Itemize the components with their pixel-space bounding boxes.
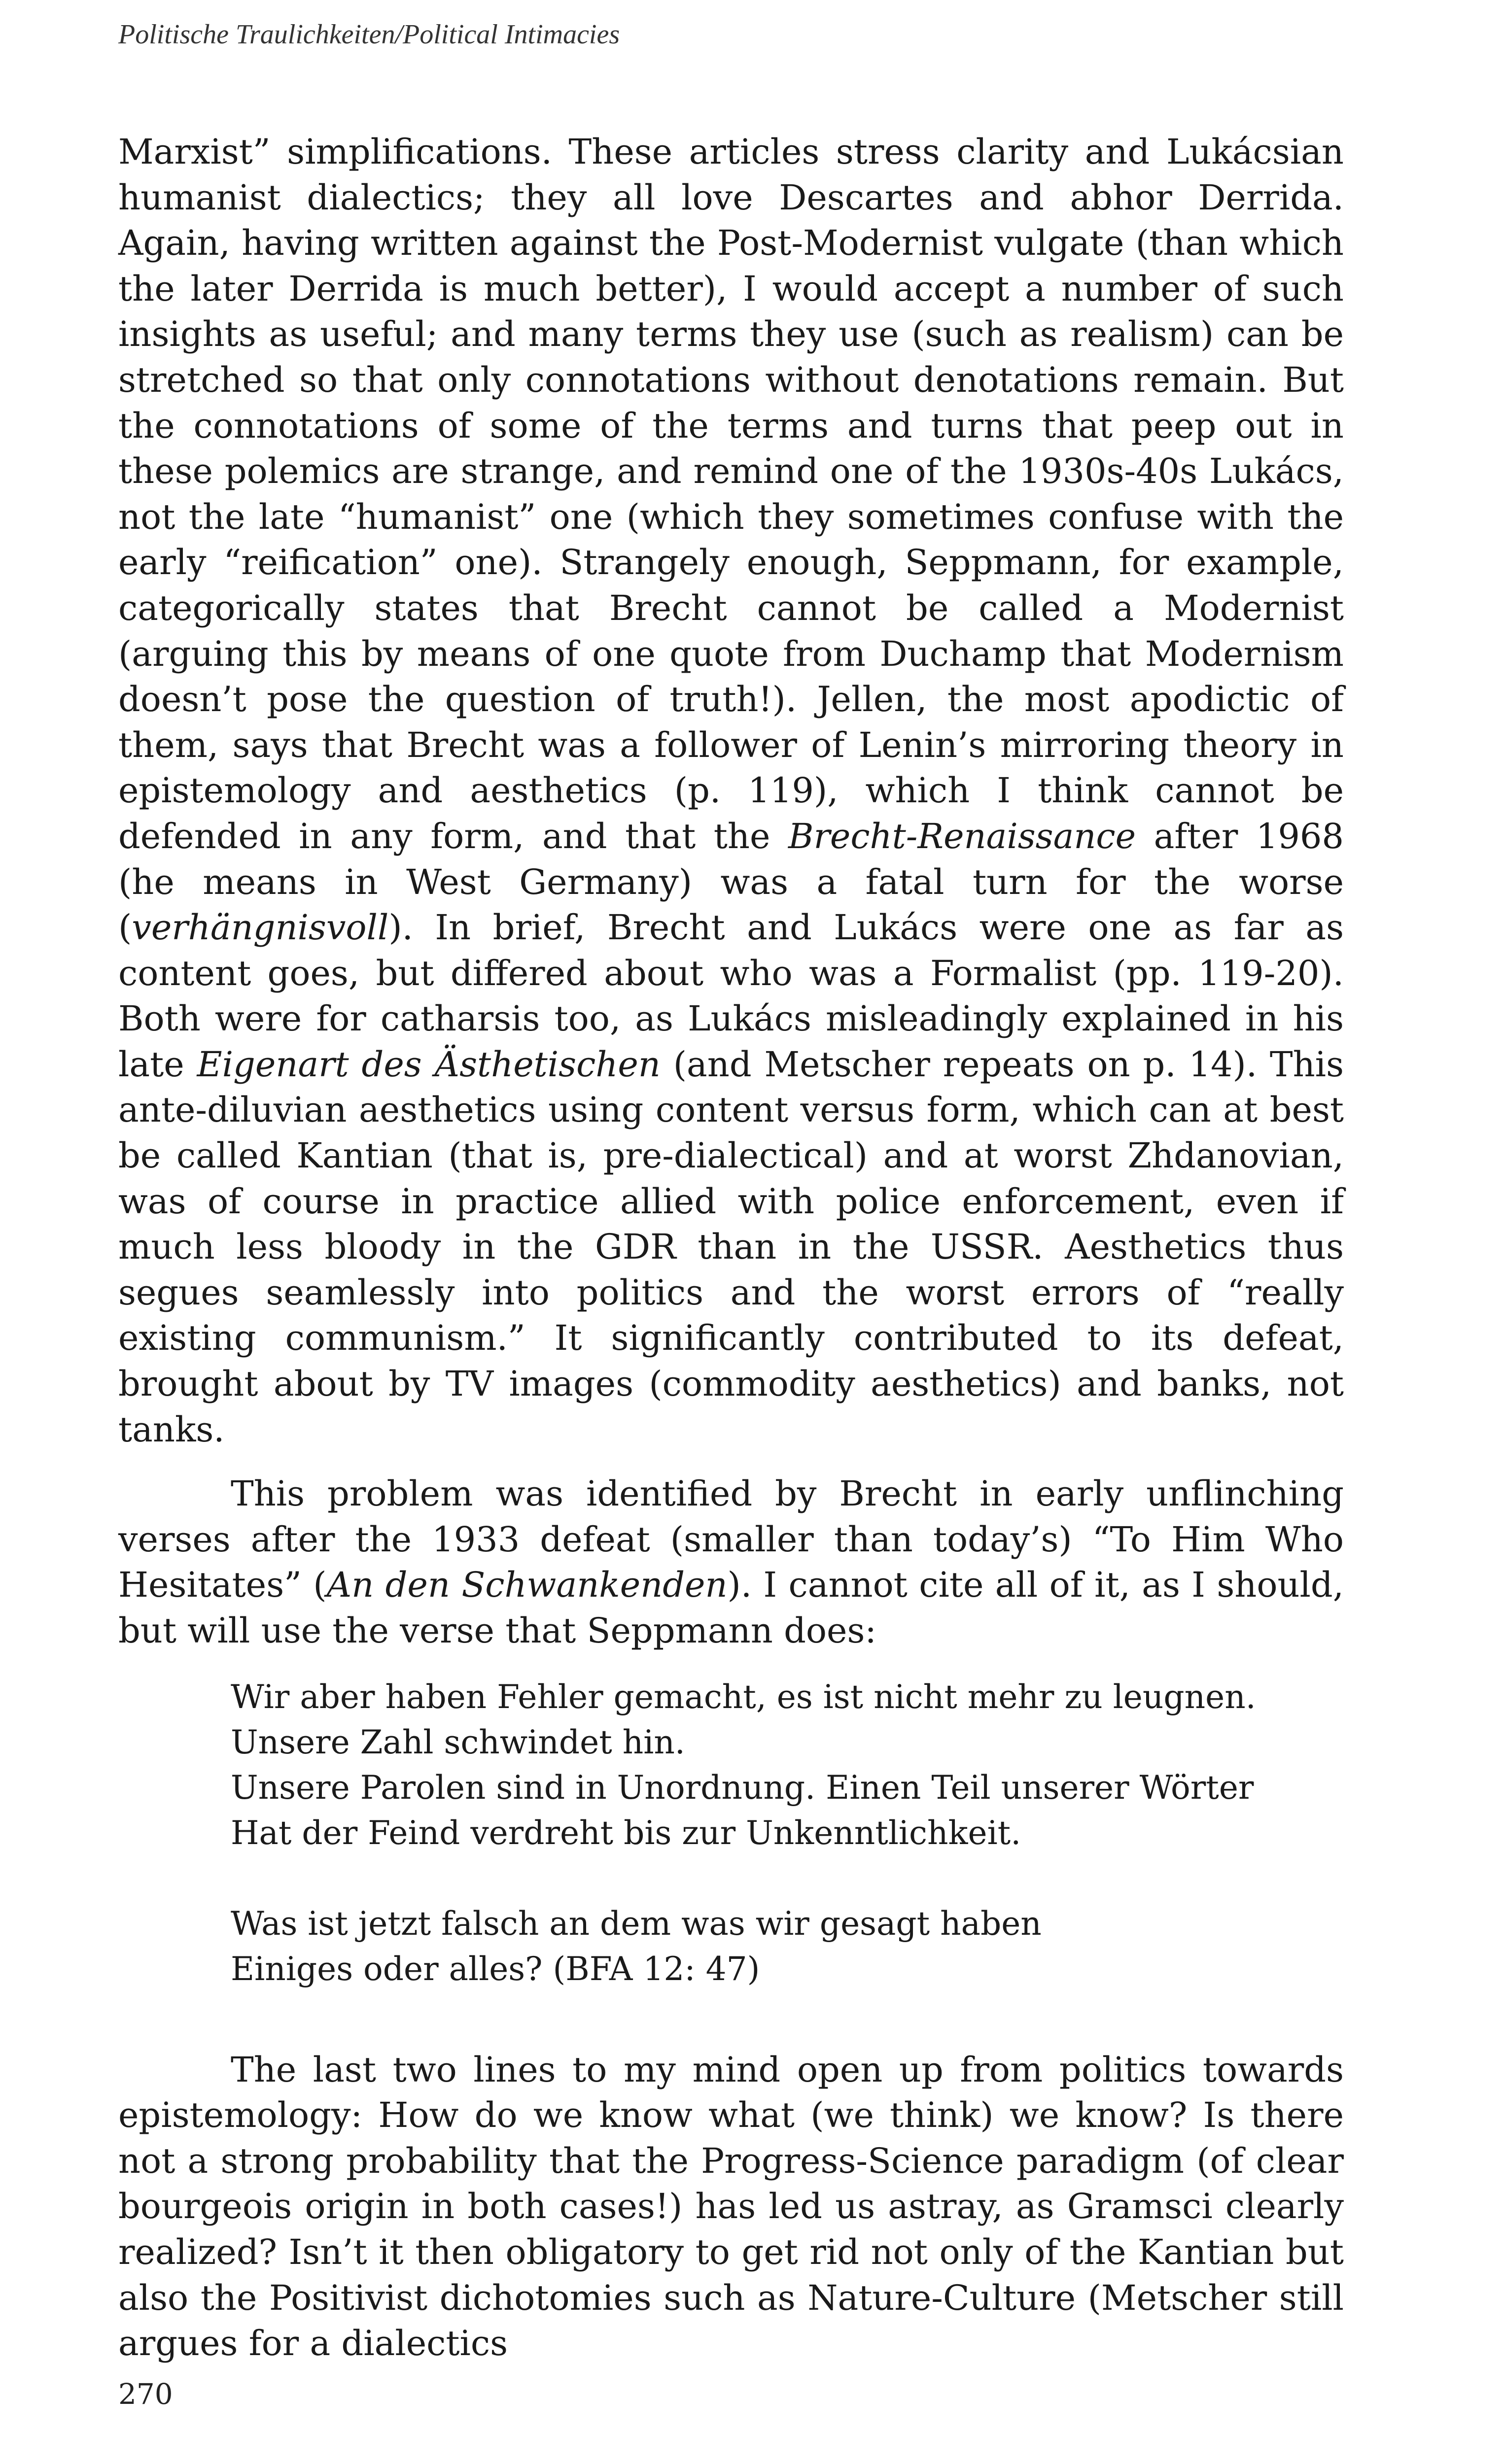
paragraph-1-italic-brecht-renaissance: Brecht-Renaissance [788,816,1136,856]
paragraph-1-text-c: ). In brief, Brecht and Lukács were one as far as content goes, but differed about who was a Formalist (pp. 119-20). Both were for catharsis too, as Lukács misleadingly explained in his late [118,907,1344,1085]
verse-line: Unsere Parolen sind in Unordnung. Einen Teil unserer Wörter [231,1768,1254,1807]
paragraph-2-text-a: This problem was identified by Brecht in early unflinching verses after the 1933 defeat (smaller than today’s) “To Him Who Hesitates” ( [118,1473,1344,1606]
page-number: 270 [118,2377,173,2411]
verse-line: Unsere Zahl schwindet hin. [231,1723,685,1761]
paragraph-3: The last two lines to my mind open up from politics towards epistemology: How do we know what (we think) we know? Is there not a strong probability that the Progress-Science paradigm (of clear bourgeois origin in both cases!) has led us astray, as Gramsci clearly realized? Isn’t it then obligatory to get rid not only of the Kantian but also the Positivist dichotomies such as Nature-Culture (Metscher still argues for a dialectics [118,2049,1344,2364]
verse-line: Was ist jetzt falsch an dem was wir gesagt haben [231,1904,1042,1943]
verse-line: Einiges oder alles? (BFA 12: 47) [231,1950,760,1988]
running-header: Politische Traulichkeiten/Political Intimacies [118,19,620,50]
paragraph-1-text-b: after 1968 (he means in West Germany) was a fatal turn for the worse ( [118,816,1344,948]
paragraph-2-text-b: ). I cannot cite all of it, as I should, but will use the verse that Seppmann does: [118,1565,1344,1651]
paragraph-2-italic-title: An den Schwankenden [326,1565,728,1606]
paragraph-1 [118,129,1344,1452]
verse-line: Wir aber haben Fehler gemacht, es ist nicht mehr zu leugnen. [231,1677,1256,1716]
verse-line: Hat der Feind verdreht bis zur Unkenntlichkeit. [231,1814,1021,1852]
body-text [118,129,1344,2366]
paragraph-1-text-a: Marxist” simplifications. These articles stress clarity and Lukácsian humanist dialectics; they all love Descartes and abhor Derrida. Again, having written against the Post-Modernist vulgate (than which the later Derrida is much better), I would accept a number of such insights as useful; and many terms they use (such as realism) can be stretched so that only connotations without denotations remain. But the connotations of some of the terms and turns that peep out in these polemics are strange, and remind one of the 1930s-40s Lukács, not the late “humanist” one (which they sometimes confuse with the early “reification” one). Strangely enough, Seppmann, for example, categorically states that Brecht cannot be called a Modernist (arguing this by means of one quote from Duchamp that Modernism doesn’t pose the question of truth!). Jellen, the most apodictic of them, says that Brecht was a follower of Lenin’s mirroring theory in epistemology and aesthetics (p. 119), which I think cannot be defended in any form, and that the [118,132,1344,856]
paragraph-1-text-d: (and Metscher repeats on p. 14). This ante-diluvian aesthetics using content versus form, which can at best be called Kantian (that is, pre-dialectical) and at worst Zhdanovian, was of course in practice allied with police enforcement, even if much less bloody in the GDR than in the USSR. Aesthetics thus segues seamlessly into politics and the worst errors of “really existing communism.” It significantly contributed to its defeat, brought about by TV images (commodity aesthetics) and banks, not tanks. [118,1044,1344,1450]
verse-stanza-1 [231,1675,1344,1856]
paragraph-1-italic-eigenart: Eigenart des Ästhetischen [197,1044,661,1085]
paragraph-1-italic-verhaengnisvoll: verhängnisvoll [132,907,389,948]
paragraph-2 [118,1471,1344,1653]
verse-stanza-2 [231,1901,1344,1992]
